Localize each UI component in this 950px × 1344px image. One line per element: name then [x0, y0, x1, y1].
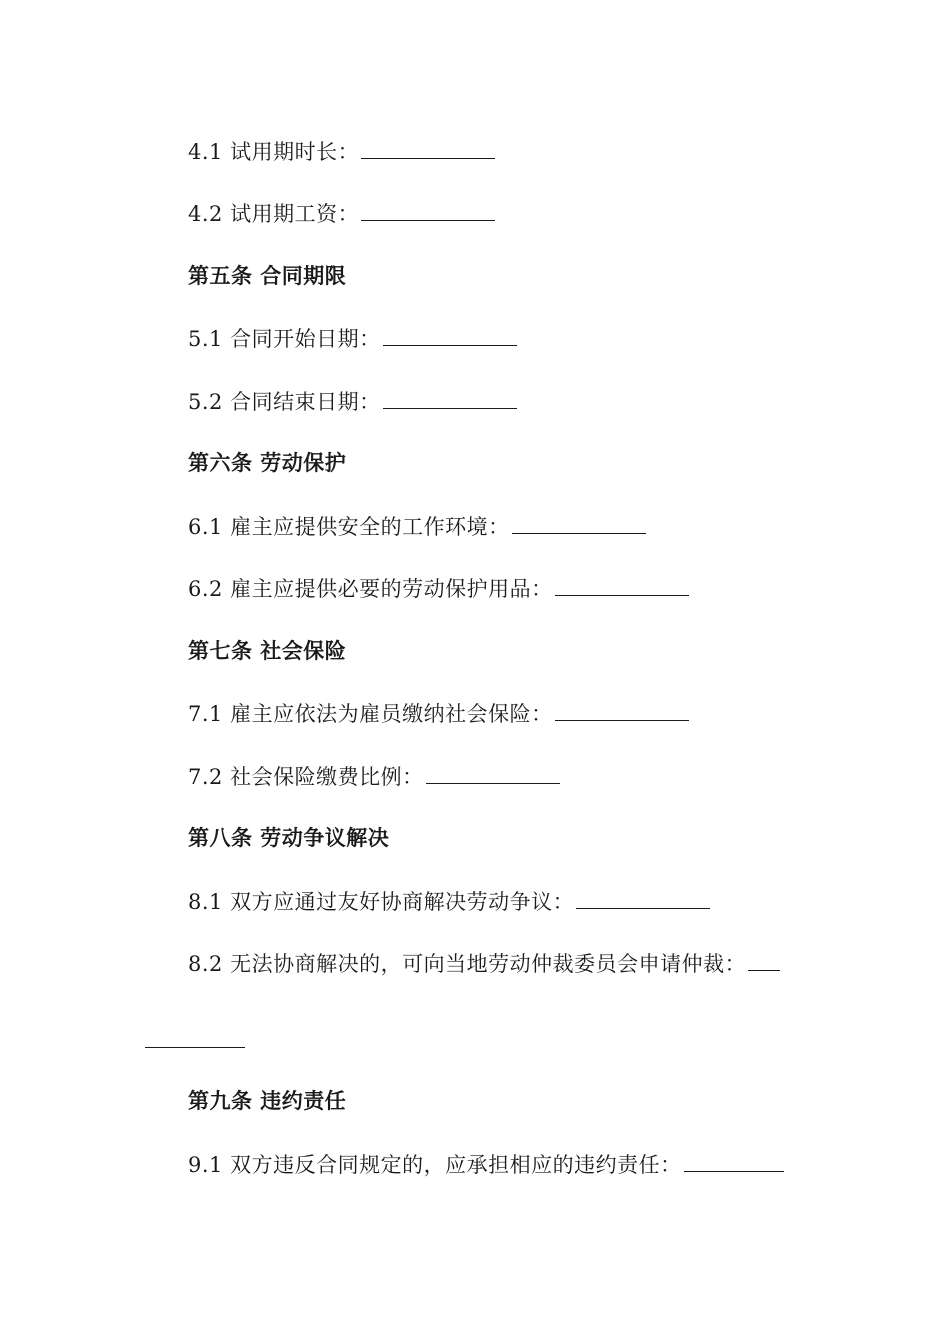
clause-label: 4.1 试用期时长：: [188, 140, 360, 164]
article-5-heading: 第五条 合同期限: [188, 264, 347, 288]
clause-7-2: [188, 761, 560, 792]
fill-blank-continuation[interactable]: [145, 1047, 245, 1048]
fill-blank[interactable]: [383, 386, 517, 409]
clause-label: 5.2 合同结束日期：: [188, 390, 381, 414]
article-8-heading: 第八条 劳动争议解决: [188, 826, 390, 850]
fill-blank[interactable]: [361, 198, 495, 221]
fill-blank[interactable]: [555, 698, 689, 721]
fill-blank[interactable]: [684, 1149, 784, 1172]
fill-blank[interactable]: [383, 323, 517, 346]
clause-label: 8.1 双方应通过友好协商解决劳动争议：: [188, 890, 575, 914]
clause-9-1: [188, 1149, 784, 1180]
clause-4-1: [188, 136, 495, 167]
fill-blank[interactable]: [426, 761, 560, 784]
article-6-heading: 第六条 劳动保护: [188, 451, 347, 475]
clause-label: 9.1 双方违反合同规定的，应承担相应的违约责任：: [188, 1153, 682, 1177]
fill-blank[interactable]: [361, 136, 495, 159]
article-7-heading: 第七条 社会保险: [188, 639, 347, 663]
clause-label: 8.2 无法协商解决的，可向当地劳动仲裁委员会申请仲裁：: [188, 952, 747, 976]
clause-8-1: [188, 886, 710, 917]
clause-5-1: [188, 323, 517, 354]
clause-7-1: [188, 698, 689, 729]
fill-blank[interactable]: [555, 573, 689, 596]
fill-blank[interactable]: [748, 948, 780, 971]
clause-label: 6.2 雇主应提供必要的劳动保护用品：: [188, 577, 553, 601]
clause-label: 7.2 社会保险缴费比例：: [188, 765, 424, 789]
clause-5-2: [188, 386, 517, 417]
clause-6-2: [188, 573, 689, 604]
clause-4-2: [188, 198, 495, 229]
clause-label: 5.1 合同开始日期：: [188, 327, 381, 351]
clause-label: 6.1 雇主应提供安全的工作环境：: [188, 515, 510, 539]
clause-6-1: [188, 511, 646, 542]
clause-label: 7.1 雇主应依法为雇员缴纳社会保险：: [188, 702, 553, 726]
clause-label: 4.2 试用期工资：: [188, 202, 360, 226]
article-9-heading: 第九条 违约责任: [188, 1089, 347, 1113]
clause-8-2: [188, 948, 780, 979]
fill-blank[interactable]: [576, 886, 710, 909]
fill-blank[interactable]: [512, 511, 646, 534]
